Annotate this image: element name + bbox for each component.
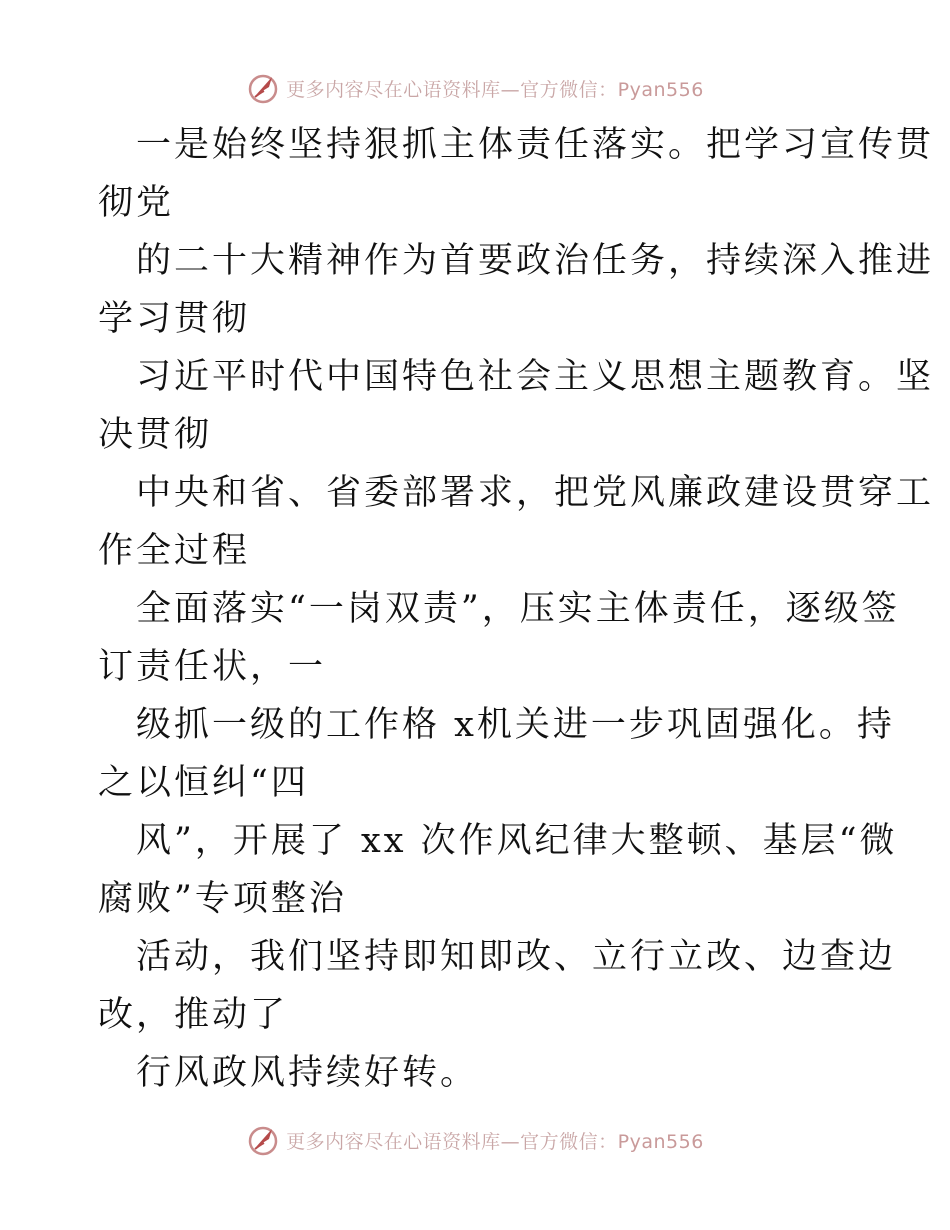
text-line: 活动，我们坚持即知即改、立行立改、边查边 bbox=[136, 937, 897, 977]
text-line: 行风政风持续好转。 bbox=[136, 1053, 479, 1093]
text-line: 习近平时代中国特色社会主义思想主题教育。坚 bbox=[136, 357, 935, 397]
watermark-footer bbox=[0, 1120, 950, 1160]
document-body bbox=[98, 116, 935, 1102]
watermark-text: 更多内容尽在心语资料库—官方微信： bbox=[286, 78, 618, 101]
text-line: 改，推动了 bbox=[98, 995, 289, 1035]
watermark-text: 更多内容尽在心语资料库—官方微信： bbox=[286, 1130, 618, 1153]
watermark-account: Pyan556 bbox=[617, 78, 704, 101]
text-line: 全面落实“一岗双责”，压实主体责任，逐级签 bbox=[136, 589, 900, 629]
text-line: 一是始终坚持狠抓主体责任落实。把学习宣传贯 bbox=[136, 125, 935, 165]
text-line: 学习贯彻 bbox=[98, 299, 251, 339]
text-line: 彻党 bbox=[98, 183, 175, 223]
text-line: 作全过程 bbox=[98, 531, 251, 571]
watermark-header bbox=[0, 68, 950, 108]
text-line: 中央和省、省委部署求，把党风廉政建设贯穿工 bbox=[136, 473, 935, 513]
text-line: 订责任状，一 bbox=[98, 647, 327, 687]
text-line: 决贯彻 bbox=[98, 415, 213, 455]
text-line: 风”，开展了 xx 次作风纪律大整顿、基层“微 bbox=[136, 821, 898, 861]
quill-logo-icon bbox=[246, 71, 280, 105]
text-line: 之以恒纠“四 bbox=[98, 763, 309, 803]
text-line: 腐败”专项整治 bbox=[98, 879, 347, 919]
watermark-account: Pyan556 bbox=[617, 1130, 704, 1153]
text-line: 级抓一级的工作格 x机关进一步巩固强化。持 bbox=[136, 705, 895, 745]
quill-logo-icon bbox=[246, 1123, 280, 1157]
text-line: 的二十大精神作为首要政治任务，持续深入推进 bbox=[136, 241, 935, 281]
